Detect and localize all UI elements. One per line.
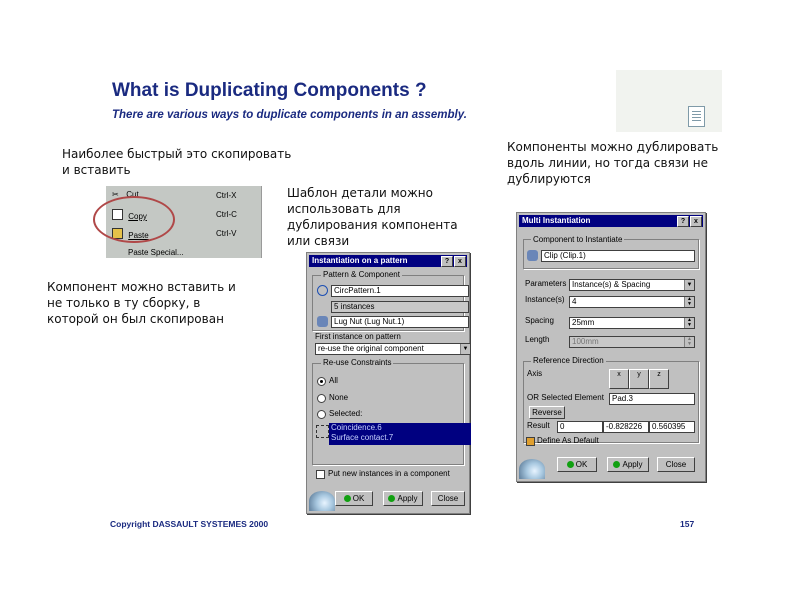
menu-shortcut: Ctrl-X — [216, 191, 237, 200]
result-y-field[interactable]: -0.828226 — [603, 421, 649, 433]
spacing-label: Spacing — [525, 316, 554, 325]
select-value: Instance(s) & Spacing — [572, 280, 651, 289]
ok-icon — [567, 461, 574, 468]
close-button[interactable]: Close — [431, 491, 465, 506]
group-label: Pattern & Component — [323, 270, 400, 279]
axis-letter: z — [657, 371, 661, 378]
logo-swirl — [309, 491, 335, 511]
note-pattern — [287, 185, 458, 249]
field-value: 100mm — [572, 337, 599, 346]
radio-label: All — [329, 376, 338, 385]
component-icon — [527, 250, 538, 261]
or-selected-label: OR Selected Element — [527, 393, 604, 402]
spinner-icon: ▲ ▼ — [684, 337, 694, 347]
result-x-field[interactable]: 0 — [557, 421, 603, 433]
note-line: использовать для — [287, 202, 401, 216]
component-field[interactable]: Clip (Clip.1) — [541, 250, 695, 262]
note-paste-any — [47, 279, 236, 327]
pattern-icon — [317, 285, 328, 296]
spinner-icon[interactable]: ▲ ▼ — [684, 297, 694, 307]
ok-button[interactable] — [335, 491, 373, 506]
help-button[interactable]: ? — [677, 216, 689, 227]
axis-label: Axis — [527, 369, 543, 378]
spacing-field[interactable] — [569, 317, 695, 329]
chevron-down-icon[interactable]: ▼ — [460, 344, 470, 354]
radio-selected[interactable] — [317, 410, 326, 419]
parameters-label: Parameters — [525, 279, 567, 288]
constraint-icon — [316, 425, 329, 438]
checkbox-label: Put new instances in a component — [328, 469, 450, 478]
menu-item-label: Paste — [128, 231, 149, 240]
put-new-checkbox[interactable] — [316, 470, 325, 479]
note-multi — [507, 139, 718, 187]
note-line: вдоль линии, но тогда связи не — [507, 156, 709, 170]
select-value: re-use the original component — [318, 344, 424, 353]
note-line: и вставить — [62, 163, 131, 177]
list-item[interactable]: Surface contact.7 — [331, 433, 394, 442]
menu-shortcut: Ctrl-C — [216, 210, 237, 219]
menu-item-label: Copy — [128, 212, 147, 221]
note-line: дублируются — [507, 172, 591, 186]
button-label: Apply — [622, 460, 643, 469]
spinner-icon[interactable]: ▲ ▼ — [684, 318, 694, 328]
apply-icon — [388, 495, 395, 502]
ok-button[interactable] — [557, 457, 597, 472]
footer-copyright: Copyright DASSAULT SYSTEMES 2000 — [110, 519, 269, 529]
group-label: Re-use Constraints — [323, 358, 392, 367]
result-z-field[interactable]: 0.560395 — [649, 421, 695, 433]
group-label: Component to Instantiate — [533, 235, 623, 244]
slide-logo — [616, 70, 722, 132]
highlight-circle — [93, 196, 175, 243]
help-button[interactable]: ? — [441, 256, 453, 267]
note-line: Шаблон детали можно — [287, 186, 433, 200]
button-label: Apply — [397, 494, 418, 503]
multi-dialog — [516, 212, 706, 482]
note-line: не только в ту сборку, в — [47, 296, 201, 310]
axis-z-button[interactable] — [649, 369, 669, 389]
close-icon[interactable]: x — [454, 256, 466, 267]
list-item[interactable]: Coincidence.6 — [331, 423, 382, 432]
apply-icon — [613, 461, 620, 468]
result-label: Result — [527, 421, 550, 430]
field-value: 25mm — [572, 318, 595, 327]
button-label: OK — [352, 494, 365, 503]
pattern-dialog — [306, 252, 470, 514]
dialog-title: Instantiation on a pattern — [312, 256, 408, 265]
length-field — [569, 336, 695, 348]
axis-letter: x — [617, 371, 621, 378]
dialog-titlebar — [519, 215, 703, 227]
note-line: дублирования компонента — [287, 218, 458, 232]
axis-letter: y — [637, 371, 641, 378]
radio-label: None — [329, 393, 349, 402]
parameters-select[interactable] — [569, 279, 695, 291]
component-icon — [317, 316, 328, 327]
radio-none[interactable] — [317, 394, 326, 403]
dialog-titlebar — [309, 255, 467, 267]
note-line: или связи — [287, 234, 350, 248]
logo-swirl — [519, 459, 545, 479]
radio-label: Selected: — [329, 409, 363, 418]
length-label: Length — [525, 335, 550, 344]
note-line: которой он был скопирован — [47, 312, 224, 326]
note-line: Компонент можно вставить и — [47, 280, 236, 294]
note-copy-paste — [62, 146, 291, 178]
document-icon — [688, 106, 705, 127]
component-field[interactable]: Lug Nut (Lug Nut.1) — [331, 316, 469, 328]
dialog-title: Multi Instantiation — [522, 216, 591, 225]
instances-field[interactable] — [569, 296, 695, 308]
slide-subtitle: There are various ways to duplicate components in an assembly. — [112, 109, 467, 121]
menu-shortcut: Ctrl-V — [216, 229, 237, 238]
apply-button[interactable] — [607, 457, 649, 472]
pattern-field[interactable]: CircPattern.1 — [331, 285, 469, 297]
radio-all[interactable] — [317, 377, 326, 386]
define-default-checkbox[interactable] — [526, 437, 535, 446]
page-number: 157 — [680, 519, 695, 529]
first-instance-label: First instance on pattern — [315, 332, 401, 341]
field-value: 4 — [572, 297, 577, 306]
selected-element-field[interactable]: Pad.3 — [609, 393, 695, 405]
constraints-list[interactable] — [329, 423, 471, 445]
close-icon[interactable]: x — [690, 216, 702, 227]
apply-button[interactable] — [383, 491, 423, 506]
chevron-down-icon[interactable]: ▼ — [684, 280, 694, 290]
axis-x-button[interactable] — [609, 369, 629, 389]
note-line: Наиболее быстрый это скопировать — [62, 147, 292, 161]
ok-icon — [344, 495, 351, 502]
close-button[interactable]: Close — [657, 457, 695, 472]
menu-item-paste-special[interactable]: Paste Special... — [128, 248, 184, 257]
first-instance-select[interactable] — [315, 343, 471, 355]
axis-y-button[interactable] — [629, 369, 649, 389]
menu-item-label: Cut — [126, 190, 139, 199]
instances-label: Instance(s) — [525, 295, 565, 304]
note-line: Компоненты можно дублировать — [507, 140, 719, 154]
checkbox-label: Define As Default — [537, 436, 599, 445]
reverse-button[interactable]: Reverse — [529, 406, 565, 419]
group-label: Reference Direction — [533, 356, 604, 365]
instances-field: 5 instances — [331, 301, 469, 313]
slide-title: What is Duplicating Components ? — [112, 80, 427, 101]
scissors-icon: ✂ — [112, 190, 119, 199]
button-label: OK — [575, 460, 588, 469]
